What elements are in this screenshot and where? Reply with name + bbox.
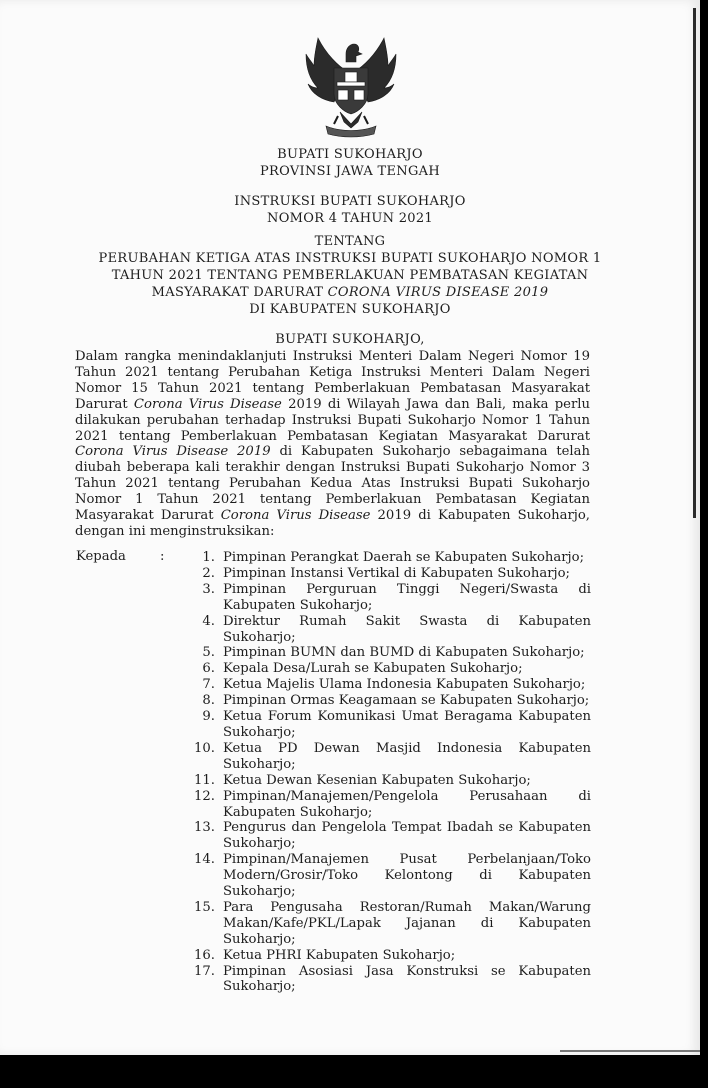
recipient-item <box>180 820 591 852</box>
recipients-label: Kepada <box>76 549 126 564</box>
recipient-number: 4. <box>202 613 215 629</box>
recipients-colon: : <box>160 549 165 564</box>
recipient-item <box>180 550 591 566</box>
recipient-number: 6. <box>202 661 215 677</box>
recipient-list <box>180 550 591 995</box>
subject-line-4: DI KABUPATEN SUKOHARJO <box>249 302 451 317</box>
recipient-item <box>180 709 591 741</box>
recipient-text: Ketua Majelis Ulama Indonesia Kabupaten Sukoharjo; <box>223 677 586 693</box>
recipient-text: Ketua Dewan Kesenian Kabupaten Sukoharjo; <box>223 772 531 788</box>
recipient-text: Pimpinan Ormas Keagamaan se Kabupaten Sukoharjo; <box>223 693 590 709</box>
subject-line-2: TAHUN 2021 TENTANG PEMBERLAKUAN PEMBATASAN KEGIATAN <box>111 268 589 283</box>
recipient-text: Pimpinan/Manajemen Pusat Perbelanjaan/Toko Modern/Grosir/Toko Kelontong di Kabupaten Sukoharjo; <box>223 852 591 900</box>
preamble-italic-3: Corona Virus Disease <box>220 508 371 524</box>
recipient-number: 15. <box>194 899 215 915</box>
recipient-text: Pimpinan/Manajemen/Pengelola Perusahaan di Kabupaten Sukoharjo; <box>223 788 591 820</box>
recipient-text: Pimpinan Perangkat Daerah se Kabupaten Sukoharjo; <box>223 550 585 565</box>
recipient-number: 12. <box>194 788 215 804</box>
recipient-number: 16. <box>194 947 215 963</box>
recipient-text: Ketua PD Dewan Masjid Indonesia Kabupaten Sukoharjo; <box>223 740 591 772</box>
preamble-italic-2: Corona Virus Disease 2019 <box>75 444 271 460</box>
preamble-text-3: di Kabupaten Sukoharjo sebagaimana telah diubah beberapa kali terakhir dengan Instruksi Bupati Sukoharjo Nomor 3 Tahun 2021 tentang Perubahan Kedua Atas Instruksi Bupati Sukoharjo Nomor 1 Tahun 2021 tentang Pemberlakuan Pembatasan Kegiatan Masyarakat Darurat <box>75 444 590 524</box>
subject-line-3 <box>0 284 700 301</box>
recipient-text: Pimpinan Perguruan Tinggi Negeri/Swasta di Kabupaten Sukoharjo; <box>223 581 591 613</box>
recipient-number: 3. <box>202 581 215 597</box>
recipient-number: 5. <box>202 645 215 661</box>
preamble-text-1: Dalam rangka menindaklanjuti Instruksi Menteri Dalam Negeri Nomor 19 Tahun 2021 tentang Perubahan Ketiga Instruksi Menteri Dalam Negeri Nomor 15 Tahun 2021 tentang Pemberlakuan Pembatasan Masyarakat Darurat <box>75 349 590 412</box>
recipient-number: 14. <box>194 852 215 868</box>
recipient-text: Para Pengusaha Restoran/Rumah Makan/Warung Makan/Kafe/PKL/Lapak Jajanan di Kabupaten Sukoharjo; <box>223 899 591 947</box>
document-subject <box>0 233 700 318</box>
recipient-item <box>180 677 591 693</box>
letterhead <box>0 146 700 180</box>
recipient-item <box>180 964 591 996</box>
recipient-number: 1. <box>202 550 215 565</box>
preamble-text-2: 2019 di Wilayah Jawa dan Bali, maka perlu dilakukan perubahan terhadap Instruksi Bupati Sukoharjo Nomor 1 Tahun 2021 tentang Pemberlakuan Pembatasan Kegiatan Masyarakat Darurat <box>75 396 590 444</box>
recipient-text: Ketua PHRI Kabupaten Sukoharjo; <box>223 947 456 963</box>
tentang-label: TENTANG <box>314 234 386 249</box>
recipient-item <box>180 693 591 709</box>
province-title: PROVINSI JAWA TENGAH <box>260 164 440 179</box>
recipient-text: Pimpinan Asosiasi Jasa Konstruksi se Kabupaten Sukoharjo; <box>223 963 591 995</box>
recipient-text: Pimpinan Instansi Vertikal di Kabupaten Sukoharjo; <box>223 565 570 581</box>
regent-title: BUPATI SUKOHARJO <box>277 147 423 162</box>
recipient-item <box>180 614 591 646</box>
recipient-text: Kepala Desa/Lurah se Kabupaten Sukoharjo; <box>223 661 523 677</box>
subject-line-1: PERUBAHAN KETIGA ATAS INSTRUKSI BUPATI SUKOHARJO NOMOR 1 <box>98 251 602 266</box>
preamble-text-4: 2019 di Kabupaten Sukoharjo, dengan ini menginstruksikan: <box>75 508 590 539</box>
recipient-item <box>180 661 591 677</box>
recipient-number: 17. <box>194 963 215 979</box>
issuer-title: BUPATI SUKOHARJO, <box>275 332 425 347</box>
recipient-text: Pimpinan BUMN dan BUMD di Kabupaten Sukoharjo; <box>223 645 585 661</box>
document-type: INSTRUKSI BUPATI SUKOHARJO <box>234 194 466 209</box>
recipient-text: Direktur Rumah Sakit Swasta di Kabupaten Sukoharjo; <box>223 613 591 645</box>
recipient-item <box>180 645 591 661</box>
recipient-number: 8. <box>202 693 215 709</box>
recipient-item <box>180 900 591 948</box>
recipient-number: 11. <box>194 772 215 788</box>
document-heading <box>0 193 700 227</box>
recipient-item <box>180 789 591 821</box>
preamble-paragraph <box>75 349 590 540</box>
recipient-item <box>180 948 591 964</box>
recipient-text: Ketua Forum Komunikasi Umat Beragama Kabupaten Sukoharjo; <box>223 709 591 740</box>
recipient-item <box>180 773 591 789</box>
recipient-item <box>180 582 591 614</box>
scan-bottom-mark <box>560 1050 700 1052</box>
recipient-text: Pengurus dan Pengelola Tempat Ibadah se Kabupaten Sukoharjo; <box>223 820 591 852</box>
document-number: NOMOR 4 TAHUN 2021 <box>267 211 433 226</box>
recipient-item <box>180 566 591 582</box>
recipient-item <box>180 741 591 773</box>
recipient-number: 10. <box>194 740 215 756</box>
subject-line-3-italic: CORONA VIRUS DISEASE 2019 <box>327 285 549 300</box>
recipient-number: 13. <box>194 820 215 836</box>
recipient-number: 2. <box>202 565 215 581</box>
subject-line-3-text: MASYARAKAT DARURAT <box>151 285 328 300</box>
recipient-number: 7. <box>202 677 215 693</box>
preamble-italic-1: Corona Virus Disease <box>133 396 282 412</box>
garuda-emblem-icon <box>300 32 402 138</box>
recipient-item <box>180 852 591 900</box>
recipient-number: 9. <box>202 709 215 725</box>
